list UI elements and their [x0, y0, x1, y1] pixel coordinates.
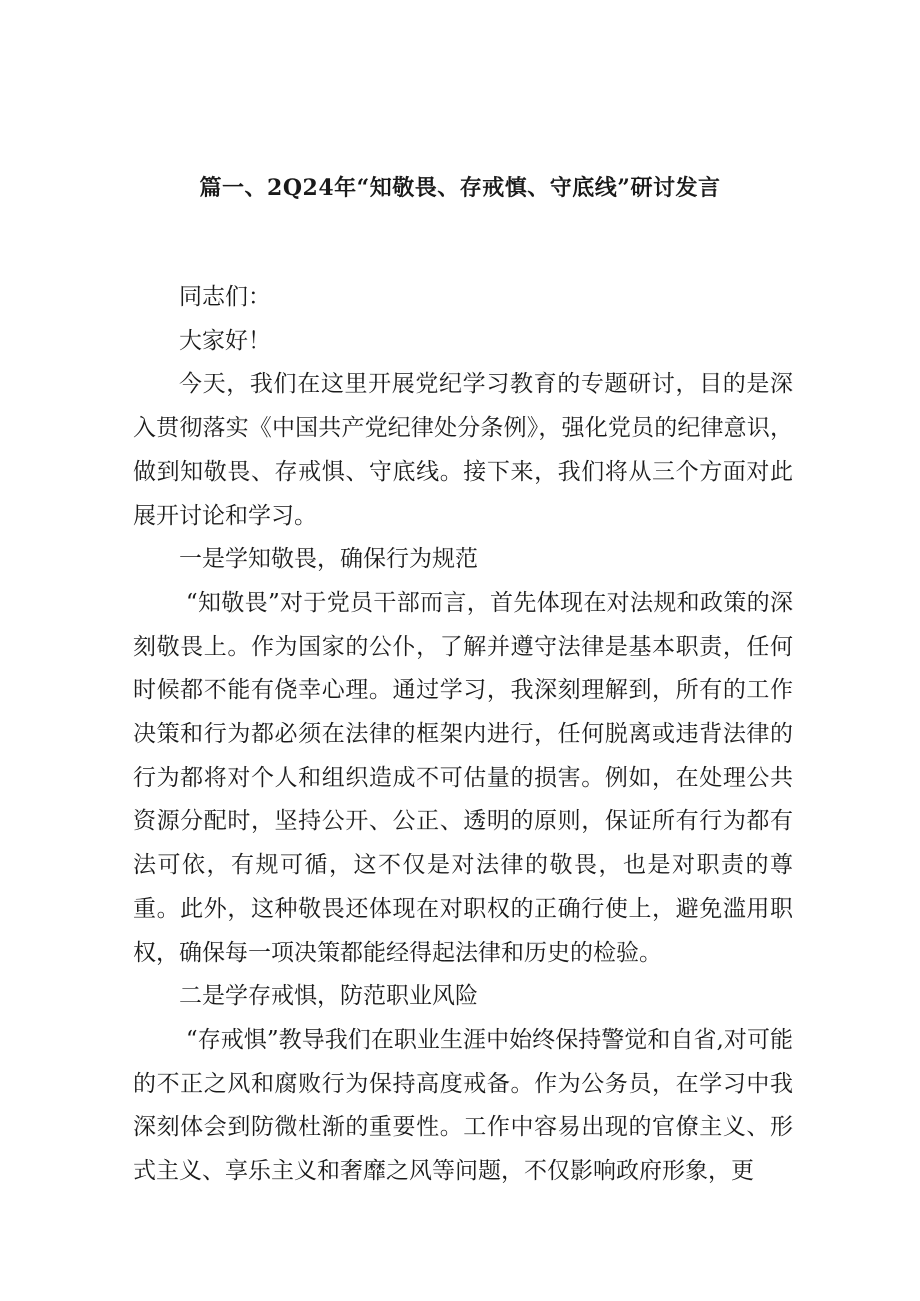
section-1-paragraph: “知敬畏”对于党员干部而言，首先体现在对法规和政策的深刻敬畏上。作为国家的公仆，了解并遵守法律是基本职责，任何时候都不能有侥幸心理。通过学习，我深刻理解到，所有的工作决策和行为都必须在法律的框架内进行，任何脱离或违背法律的行为都将对个人和组织造成不可估量的损害。例如，在处理公共资源分配时，坚持公开、公正、透明的原则，保证所有行为都有法可依，有规可循，这不仅是对法律的敬畏，也是对职责的尊重。此外，这种敬畏还体现在对职权的正确行使上，避免滥用职权，确保每一项决策都能经得起法律和历史的检验。 — [133, 589, 793, 966]
document-body — [133, 276, 793, 1194]
section-1-heading: 一是学知敬畏，确保行为规范 — [179, 546, 478, 573]
section-2-paragraph: “存戒惧”教导我们在职业生涯中始终保持警觉和自省,对可能的不正之风和腐败行为保持高度戒备。作为公务员，在学习中我深刻体会到防微杜渐的重要性。工作中容易出现的官僚主义、形式主义、享乐主义和奢靡之风等问题，不仅影响政府形象，更 — [133, 1026, 793, 1185]
salutation: 同志们： — [179, 284, 271, 310]
greeting: 大家好！ — [179, 327, 271, 354]
document-title: 篇一、2Q24年“知敬畏、存戒慎、守底线”研讨发言 — [199, 175, 721, 201]
intro-paragraph: 今天，我们在这里开展党纪学习教育的专题研讨，目的是深入贯彻落实《中国共产党纪律处分条例》，强化党员的纪律意识，做到知敬畏、存戒惧、守底线。接下来，我们将从三个方面对此展开讨论和学习。 — [133, 371, 793, 529]
section-2-heading: 二是学存戒惧，防范职业风险 — [179, 983, 478, 1010]
